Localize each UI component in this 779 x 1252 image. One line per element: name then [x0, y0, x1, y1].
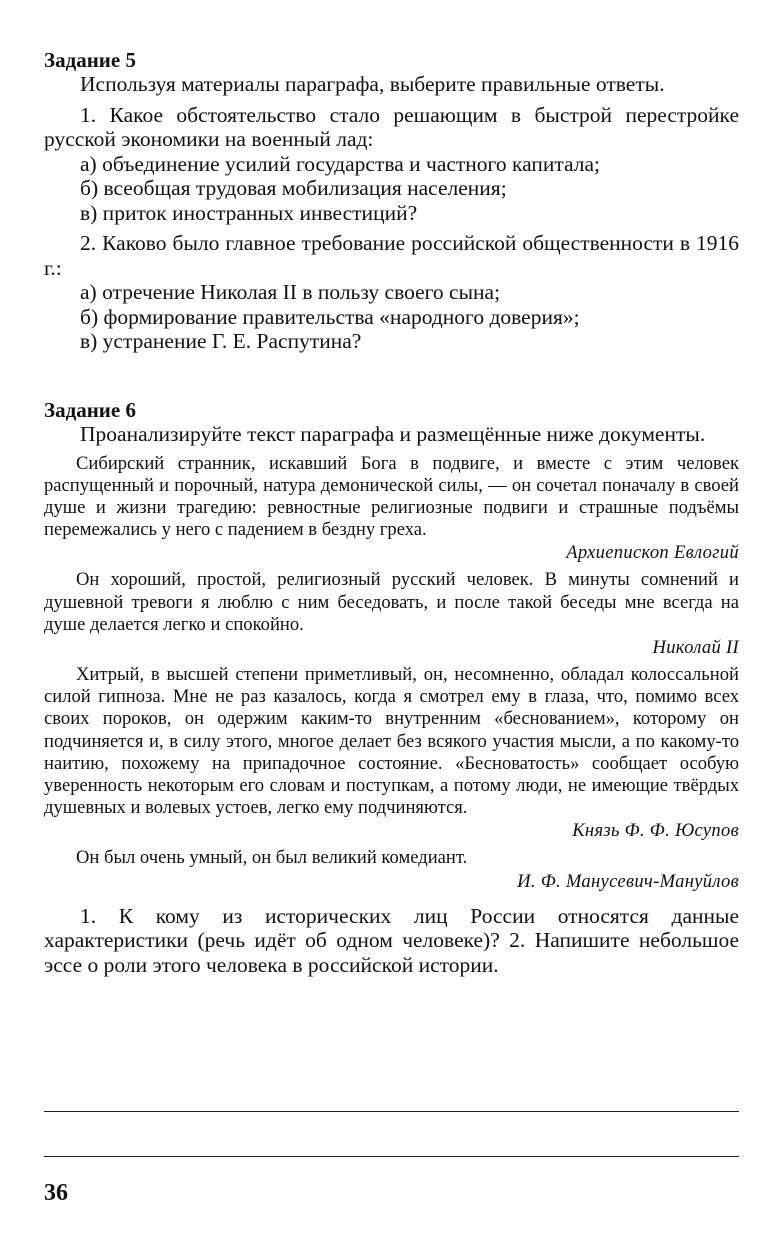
task-6-assignment: 1. К кому из исторических лиц России относятся данные характеристики (речь идёт об одном человеке)? 2. Напишите небольшое эссе о роли этого человека в российской истории.	[44, 903, 739, 977]
answer-option: в) устранение Г. Е. Распутина?	[80, 329, 362, 353]
document-author: И. Ф. Манусевич-Мануйлов	[517, 870, 739, 892]
task-5-question-1-options	[44, 152, 739, 226]
task-5	[44, 48, 739, 354]
task-6-intro: Проанализируйте текст параграфа и размещённые ниже документы.	[80, 422, 706, 446]
task-6-title: Задание 6	[44, 398, 136, 422]
answer-option: в) приток иностранных инвестиций?	[80, 200, 418, 225]
task-5-intro: Используя материалы параграфа, выберите правильные ответы.	[80, 72, 665, 96]
page-number: 36	[44, 1180, 68, 1206]
document-quote: Сибирский странник, искавший Бога в подвиге, и вместе с этим человек распущенный и порочный, натура демонической силы, — он сочетал поначалу в своей душе и жизни трагедию: ревностные религиозные подвиги и страшные подъёмы перемежались у него с падением в бездну греха.	[44, 452, 739, 541]
task-5-question-2: 2. Каково было главное требование российской общественности в 1916 г.:	[44, 231, 739, 280]
answer-option: а) отречение Николая II в пользу своего сына;	[80, 280, 501, 304]
task-5-question-1: 1. Какое обстоятельство стало решающим в быстрой перестройке русской экономики на военный лад:	[44, 102, 739, 151]
answer-option: б) всеобщая трудовая мобилизация населения;	[80, 176, 507, 200]
document-author: Князь Ф. Ф. Юсупов	[572, 820, 739, 842]
answer-option: а) объединение усилий государства и частного капитала;	[80, 151, 600, 176]
answer-option: б) формирование правительства «народного доверия»;	[80, 304, 580, 329]
document-author: Архиепископ Евлогий	[566, 542, 739, 564]
task-5-title: Задание 5	[44, 48, 136, 72]
task-6	[44, 398, 739, 977]
document-quote: Он хороший, простой, религиозный русский человек. В минуты сомнений и душевной тревоги я люблю с ним беседовать, и после такой беседы мне всегда на душе делается легко и спокойно.	[44, 569, 739, 635]
answer-line[interactable]	[44, 1156, 739, 1157]
document-author: Николай II	[652, 636, 739, 658]
task-5-question-2-options	[44, 280, 739, 354]
answer-line[interactable]	[44, 1111, 739, 1112]
document-quote: Он был очень умный, он был великий комедиант.	[76, 847, 468, 869]
document-quote: Хитрый, в высшей степени приметливый, он, несомненно, обладал колоссальной силой гипноза. Мне не раз казалось, когда я смотрел ему в глаза, что, помимо всех своих пороков, он одержим каким-то внутренним «беснованием», которому он подчиняется и, в силу этого, многое делает без всякого участия мысли, а по какому-то наитию, похожему на припадочное состояние. «Бесноватость» сообщает особую уверенность некоторым его словам и поступкам, а потому люди, не имеющие твёрдых душевных и волевых устоев, легко ему подчиняются.	[44, 663, 739, 819]
